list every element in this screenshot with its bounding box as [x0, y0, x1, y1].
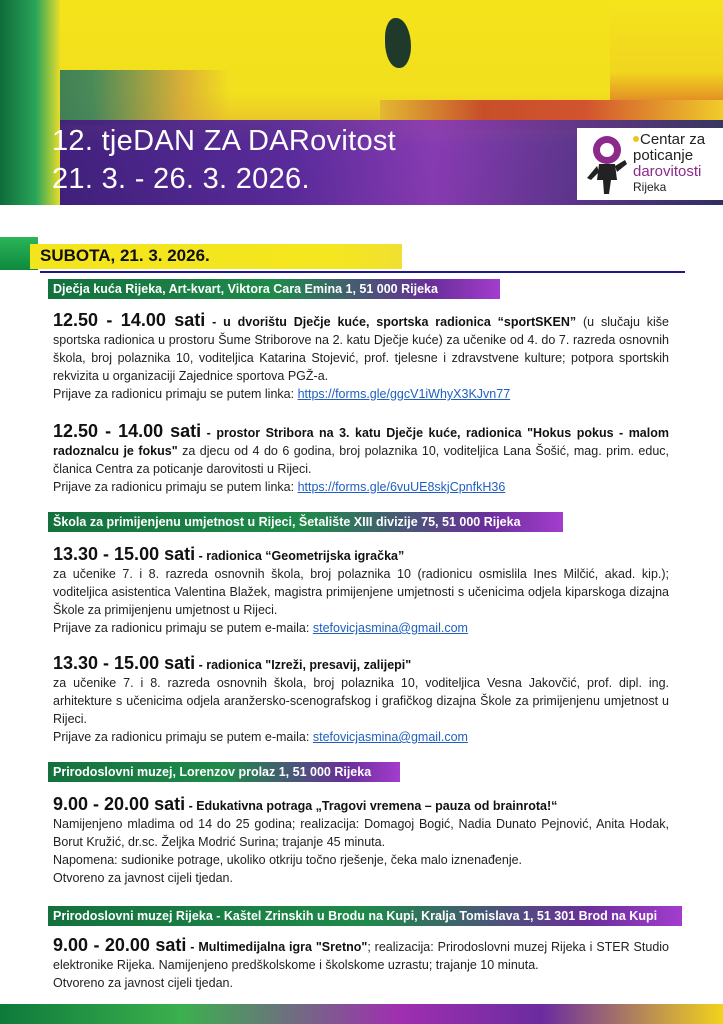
event-title: - radionica "Izreži, presavij, zalijepi" — [195, 658, 412, 672]
event-opening: Otvoreno za javnost cijeli tjedan. — [53, 871, 233, 885]
event-description: (u slučaju kiše sportska radionica u prostoru Šume Striborove na 2. katu Dječje kuće) za učenike od 4. do 7. razreda osnovnih škola, broj polaznika 10, voditeljica Katarina Stojević, prof. tjelesne i zdravstvene kulture; potpora sportskih rekvizita u organizaciji Zajednice sportova PGŽ-a. — [53, 315, 669, 383]
event-sportsken — [53, 311, 669, 403]
event-description: za djecu od 4 do 6 godina, broj polaznika 10, voditeljica Lana Šošić, mag. prim. educ, članica Centra za poticanje darovitosti u Rijeci. — [53, 444, 669, 476]
event-signup-text: Prijave za radionicu primaju se putem e-maila: — [53, 621, 313, 635]
event-description: za učenike 7. i 8. razreda osnovnih škola, broj polaznika 10 (radionicu osmislila Ines Milčić, akad. kip.); voditeljica asistentica Valentina Blažek, magistra primijenjene umjetnosti s učenicima odjela kiparskoga dizajna Škole za primijenjenu umjetnost u Rijeci. — [53, 567, 669, 617]
event-title: - u dvorištu Dječje kuće, sportska radionica “sportSKEN” — [205, 315, 577, 329]
event-title: - prostor Stribora na 3. katu Dječje kuće, radionica "Hokus pokus - malom radoznalcu je fokus" — [53, 426, 669, 458]
venue-bar-djecja-kuca: Dječja kuća Rijeka, Art-kvart, Viktora Cara Emina 1, 51 000 Rijeka — [48, 279, 500, 299]
event-hokus-pokus — [53, 422, 669, 496]
event-description: ; realizacija: Prirodoslovni muzej Rijeka i STER Studio elektronike Rijeka. Namijenjeno predškolskome i školskome uzrastu; trajanje 10 minuta. — [53, 940, 669, 972]
event-time: 13.30 - 15.00 sati — [53, 653, 196, 673]
event-time: 9.00 - 20.00 sati — [53, 935, 187, 955]
signup-email-link[interactable]: stefovicjasmina@gmail.com — [312, 730, 468, 744]
logo-line-3: darovitosti — [633, 163, 702, 180]
event-title: - radionica “Geometrijska igračka” — [195, 549, 405, 563]
event-signup-text: Prijave za radionicu primaju se putem linka: — [53, 387, 298, 401]
child-figure-icon — [581, 134, 637, 196]
event-tragovi-vremena — [53, 795, 669, 887]
venue-bar-prirodoslovni: Prirodoslovni muzej, Lorenzov prolaz 1, 51 000 Rijeka — [48, 762, 400, 782]
event-sretno — [53, 936, 669, 992]
logo-line-2: poticanje — [633, 147, 694, 164]
event-description: Namijenjeno mladima od 14 do 25 godina; realizacija: Domagoj Bogić, Nadia Dunato Pejnović, Anita Hodak, Borut Kružić, dr.sc. Željka Modrić Surina; trajanje 45 minuta. — [53, 817, 669, 849]
title-line-2: 21. 3. - 26. 3. 2026. — [52, 163, 310, 195]
event-time: 13.30 - 15.00 sati — [53, 544, 196, 564]
event-description: za učenike 7. i 8. razreda osnovnih škola, broj polaznika 10, voditeljica Vesna Jakovčić, prof. dipl. ing. arhitekture s učenicima odjela aranžersko-scenografskog i grafičkog dizajna Škole za primijenjenu umjetnost u Rijeci. — [53, 676, 669, 726]
signup-link[interactable]: https://forms.gle/6vuUE8skjCpnfkH36 — [297, 480, 506, 494]
signup-email-link[interactable]: stefovicjasmina@gmail.com — [312, 621, 468, 635]
header-banner — [0, 0, 723, 205]
day-title: SUBOTA, 21. 3. 2026. — [40, 246, 210, 265]
event-opening: Otvoreno za javnost cijeli tjedan. — [53, 976, 233, 990]
event-note: Napomena: sudionike potrage, ukoliko otkriju točno rješenje, čeka malo iznenađenje. — [53, 853, 523, 867]
event-signup-text: Prijave za radionicu primaju se putem linka: — [53, 480, 298, 494]
event-time: 12.50 - 14.00 sati — [53, 310, 206, 330]
banner-paint-blob — [385, 18, 411, 68]
signup-link[interactable]: https://forms.gle/ggcV1iWhyX3KJvn77 — [297, 387, 511, 401]
event-time: 9.00 - 20.00 sati — [53, 794, 186, 814]
event-signup-text: Prijave za radionicu primaju se putem e-maila: — [53, 730, 313, 744]
event-title: - Multimedijalna igra "Sretno" — [186, 940, 368, 954]
logo-line-4: Rijeka — [633, 180, 667, 194]
venue-bar-brod-na-kupi: Prirodoslovni muzej Rijeka - Kaštel Zrinskih u Brodu na Kupi, Kralja Tomislava 1, 51 301 Brod na Kupi — [48, 906, 682, 926]
banner-paint-green — [0, 0, 60, 205]
page-title — [52, 122, 396, 198]
logo-text — [633, 132, 705, 194]
title-line-1: 12. tjeDAN ZA DARovitost — [52, 125, 397, 157]
sun-dot-icon — [633, 136, 639, 142]
event-time: 12.50 - 14.00 sati — [53, 421, 202, 441]
event-izrezi-presavij — [53, 654, 669, 746]
organization-logo — [577, 128, 723, 200]
event-title: - Edukativna potraga „Tragovi vremena – pauza od brainrota!“ — [185, 799, 558, 813]
logo-line-1: Centar za — [640, 131, 706, 148]
event-geometrijska-igracka — [53, 545, 669, 637]
divider — [40, 271, 685, 273]
footer-paint-strip — [0, 1004, 723, 1024]
venue-bar-skola: Škola za primijenjenu umjetnost u Rijeci, Šetalište XIII divizije 75, 51 000 Rijeka — [48, 512, 563, 532]
